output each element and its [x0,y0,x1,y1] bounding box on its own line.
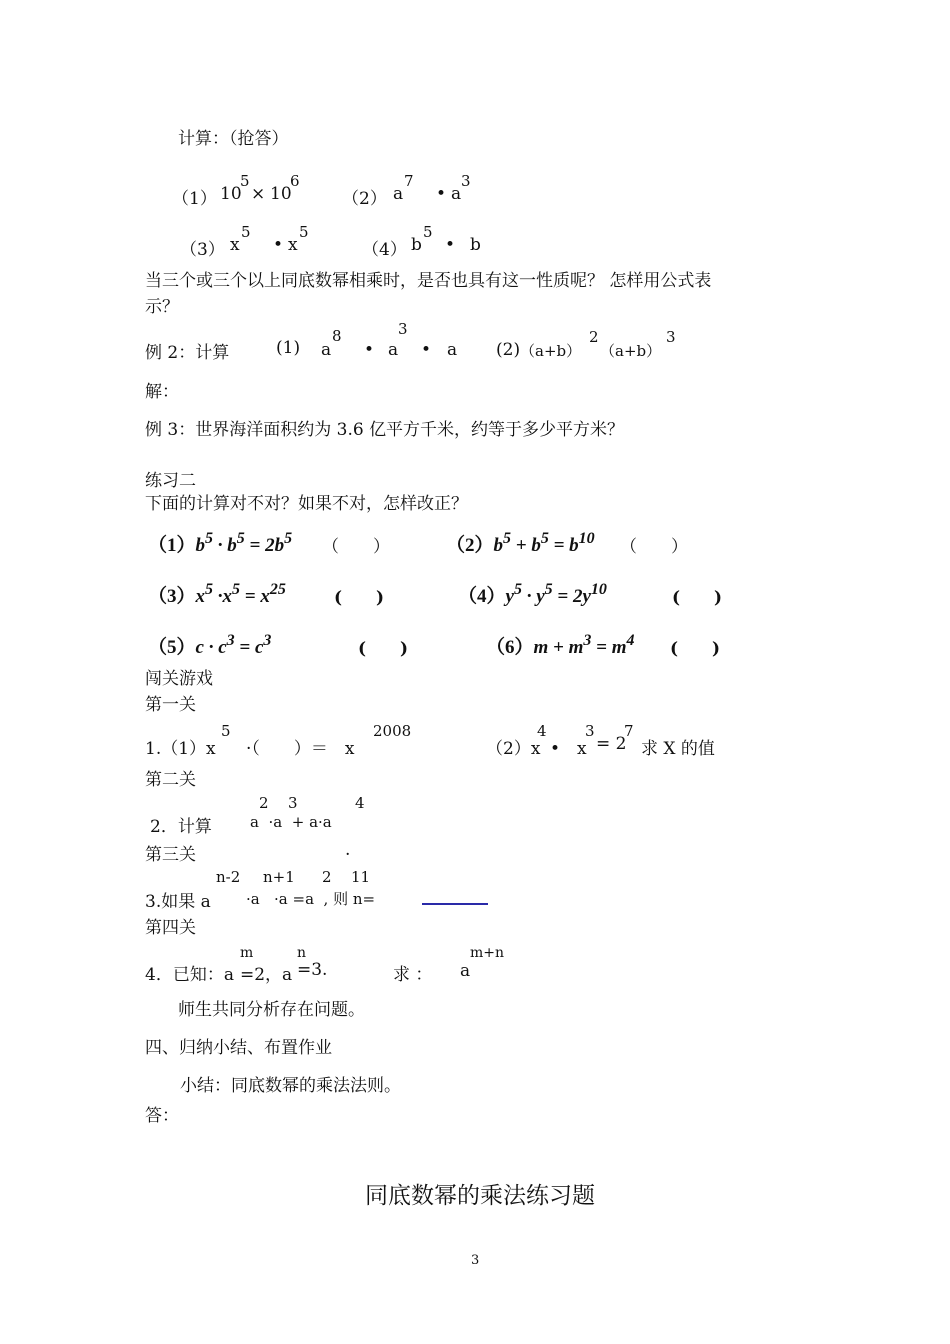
level1-q1-mid: ·（ ）＝ x [246,739,355,759]
answer-label: 答： [145,1106,179,1126]
intro-q3-exp1: 5 [241,223,251,241]
level3-answer-blank[interactable] [422,889,488,910]
intro-q3-dot: • [273,235,284,255]
level2-exp1: 2 [259,794,269,812]
level3-dot-mark: . [345,840,351,860]
level3-body: ·a ·a =a , 则 n= [246,890,376,908]
intro-q3-label: （3） [180,240,225,260]
level4-prefix: 4．已知：a [145,965,234,985]
intro-q1-base1: 10 [220,184,242,204]
example3: 例 3：世界海洋面积约为 3.6 亿平方千米，约等于多少平方米？ [145,420,625,440]
level2-exp2: 3 [288,794,298,812]
level2-title: 第二关 [145,770,196,790]
level1-title: 第一关 [145,695,196,715]
intro-q4-label: （4） [362,240,407,260]
intro-q1-exp1: 5 [240,172,250,190]
intro-q2-exp1: 7 [404,172,414,190]
level3-exp1: n-2 [216,868,241,886]
level1-q1-exp: 5 [221,722,231,740]
level1-q2-prefix: （2）x [486,739,541,759]
level1-q2-eq: = 2 [596,734,627,754]
level3-exp3: 2 [322,868,332,886]
example2-p2-t2: （a+b） [600,342,662,360]
level4-mid: =2，a [240,965,293,985]
level4-mid2: =3. [297,960,328,980]
level4-exp1: m [240,945,254,961]
exercise-item-6-paren: ( ) [670,639,721,659]
intro-q4-base2: b [470,235,481,255]
intro-q4-base1: b [411,235,422,255]
level1-q2-exp2: 3 [585,722,595,740]
intro-q3-exp2: 5 [299,223,309,241]
level3-exp4: 11 [351,868,371,886]
exercise2-instruction: 下面的计算对不对？如果不对，怎样改正？ [145,494,468,514]
level2-body: a ·a + a·a [250,813,332,831]
example2-p2-label: (2) [496,340,521,360]
exercise2-heading: 练习二 [145,471,196,491]
example2-p1-a3: a [447,340,458,360]
level3-title: 第三关 [145,845,196,865]
intro-q2-label: （2） [342,189,387,209]
intro-q4-dot: • [445,235,456,255]
exercise-item-1: $(1)b^5 \cdot b^5 = 2b^5$ [148,530,293,556]
example2-p2-t1: （a+b） [520,342,582,360]
summary-text: 小结：同底数幂的乘法法则。 [180,1076,401,1096]
example2-p1-dot1: • [364,340,375,360]
exercise-item-2: $(2)b^5 + b^5 = b^{10}$ [446,530,595,556]
example2-p1-a1: a [321,340,332,360]
level2-prefix: 2．计算 [150,817,212,837]
example2-p1-dot2: • [421,340,432,360]
intro-q2-exp2: 3 [461,172,471,190]
intro-q2-dot: • [436,184,447,204]
exercise-item-4: $(4)y^5 \cdot y^5 = 2y^{10}$ [458,581,607,607]
level1-q1-exp2: 2008 [373,722,412,740]
intro-q1-exp2: 6 [290,172,300,190]
analysis-text: 师生共同分析存在问题。 [178,1000,365,1020]
intro-q2-base1: a [393,184,404,204]
level4-exp2: n [297,945,307,961]
level1-q2-tail: 求 X 的值 [641,739,715,759]
level1-q2-exp1: 4 [537,722,547,740]
worksheet-title: 同底数幂的乘法练习题 [365,1183,595,1209]
example2-p1-e1: 8 [332,327,342,345]
intro-q4-exp1: 5 [423,223,433,241]
exercise-item-6: $(6)m + m^3 = m^4$ [486,632,635,658]
solution-label: 解： [145,382,179,402]
level1-q2-exp3: 7 [624,722,634,740]
intro-q1-times: × [251,184,266,204]
example2-p2-e2: 3 [666,328,676,346]
exercise-item-5-paren: ( ) [358,639,409,659]
level4-base3: a [460,961,471,981]
exercise-item-4-paren: ( ) [672,588,723,608]
question-line-1: 当三个或三个以上同底数幂相乘时，是否也具有这一性质呢？ 怎样用公式表 [145,271,712,291]
example2-p2-e1: 2 [589,328,599,346]
game-heading: 闯关游戏 [145,669,213,689]
intro-q2-base2: a [451,184,462,204]
level3-exp2: n+1 [263,868,295,886]
level4-title: 第四关 [145,918,196,938]
exercise-item-1-paren: （ ） [322,537,390,557]
level1-q1-prefix: 1.（1）x [145,739,216,759]
calc-prompt: 计算：（抢答） [178,129,289,149]
intro-q3-base1: x [230,235,240,255]
page-number: 3 [471,1253,480,1268]
level3-prefix: 3.如果 a [145,892,211,912]
level4-ask: 求 ： [393,965,433,985]
exercise-item-3: $(3)x^5 \cdot x^5 = x^{25}$ [148,581,286,607]
exercise-item-5: $(5)c \cdot c^3 = c^3$ [148,632,272,658]
example2-prefix: 例 2：计算 [145,343,230,363]
level2-exp3: 4 [355,794,365,812]
level1-q2-dot: • x [550,739,587,759]
exercise-item-3-paren: ( ) [334,588,385,608]
level4-exp3: m+n [470,945,505,961]
intro-q3-base2: x [288,235,298,255]
intro-q1-label: （1） [172,189,217,209]
intro-q1-base2: 10 [270,184,292,204]
example2-p1-label: (1) [276,338,301,358]
question-line-2: 示？ [145,297,179,317]
section4-heading: 四、归纳小结、布置作业 [145,1038,332,1058]
exercise-item-2-paren: （ ） [620,537,688,557]
example2-p1-a2: a [388,340,399,360]
example2-p1-e2: 3 [398,320,408,338]
